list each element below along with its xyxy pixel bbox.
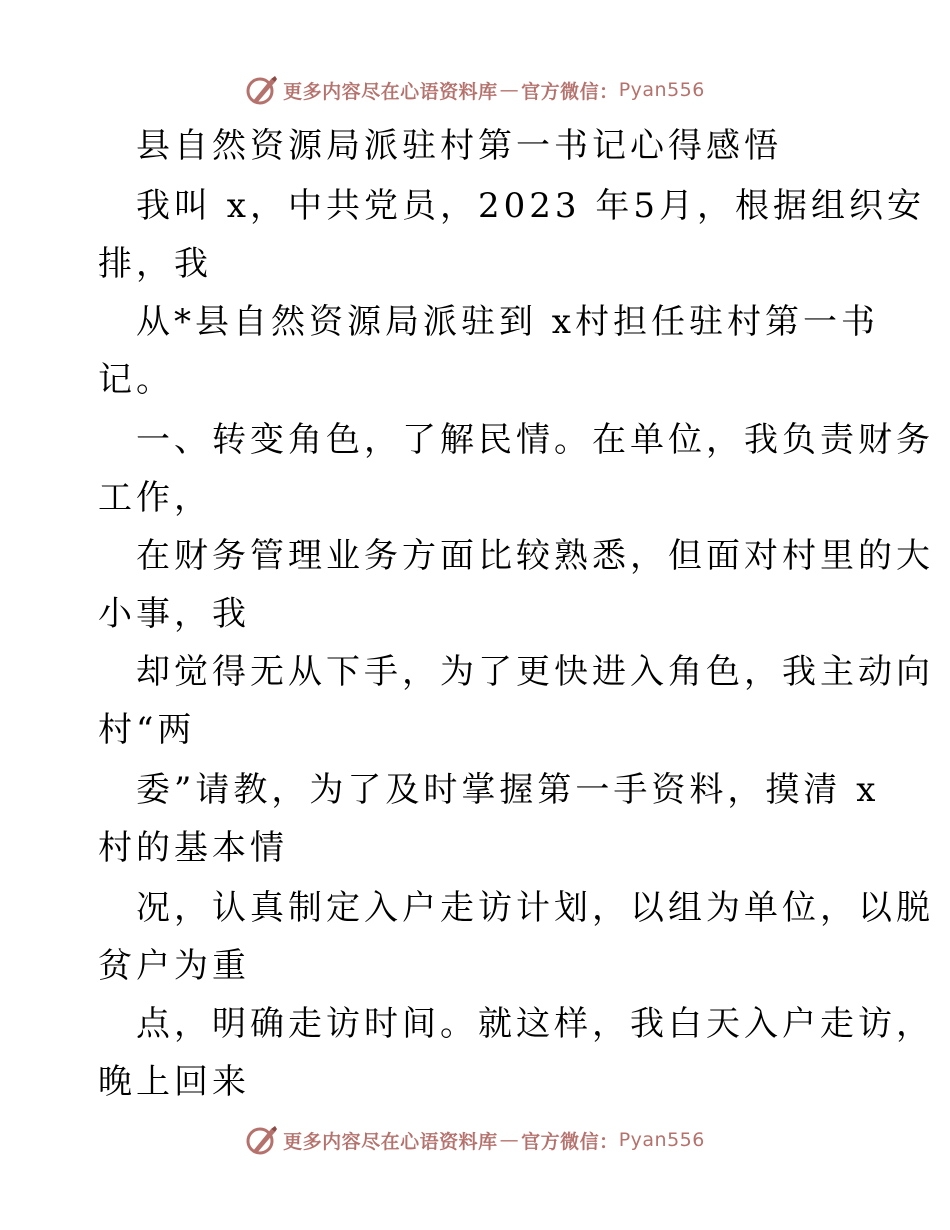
watermark-separator: — (499, 79, 520, 101)
document-title: 县自然资源局派驻村第一书记心得感悟 (136, 126, 782, 166)
paragraph-line: 记。 (98, 360, 174, 400)
paragraph-line: 排，我 (98, 244, 212, 284)
watermark-wechat-id: Pyan556 (618, 79, 705, 101)
pen-circle-icon (245, 1123, 279, 1157)
watermark-wechat-label: 官方微信： (521, 1130, 619, 1153)
watermark-wechat-label: 官方微信： (521, 80, 619, 103)
paragraph-line: 在财务管理业务方面比较熟悉，但面对村里的大 (136, 536, 934, 576)
paragraph-line: 村“两 (98, 710, 196, 750)
paragraph-line: 况，认真制定入户走访计划，以组为单位，以脱 (136, 888, 934, 928)
paragraph-line: 村的基本情 (98, 828, 288, 868)
paragraph-line: 却觉得无从下手，为了更快进入角色，我主动向 (136, 652, 934, 692)
paragraph-line: 点，明确走访时间。就这样，我白天入户走访， (136, 1004, 934, 1044)
watermark-brand: 更多内容尽在心语资料库 (283, 80, 498, 103)
paragraph-line: 一、转变角色，了解民情。在单位，我负责财务 (136, 420, 934, 460)
paragraph-line: 小事，我 (98, 594, 250, 634)
paragraph-line: 我叫 x，中共党员，2023 年5月，根据组织安 (136, 186, 925, 226)
paragraph-line: 贫户为重 (98, 946, 250, 986)
watermark-separator: — (499, 1129, 520, 1151)
watermark-wechat-id: Pyan556 (618, 1129, 705, 1151)
paragraph-line: 委”请教，为了及时掌握第一手资料，摸清 x (136, 770, 880, 810)
footer-watermark (0, 1120, 950, 1160)
watermark-brand: 更多内容尽在心语资料库 (283, 1130, 498, 1153)
paragraph-line: 工作， (98, 478, 212, 518)
paragraph-line: 晚上回来 (98, 1062, 250, 1102)
paragraph-line: 从*县自然资源局派驻到 x村担任驻村第一书 (136, 302, 879, 342)
